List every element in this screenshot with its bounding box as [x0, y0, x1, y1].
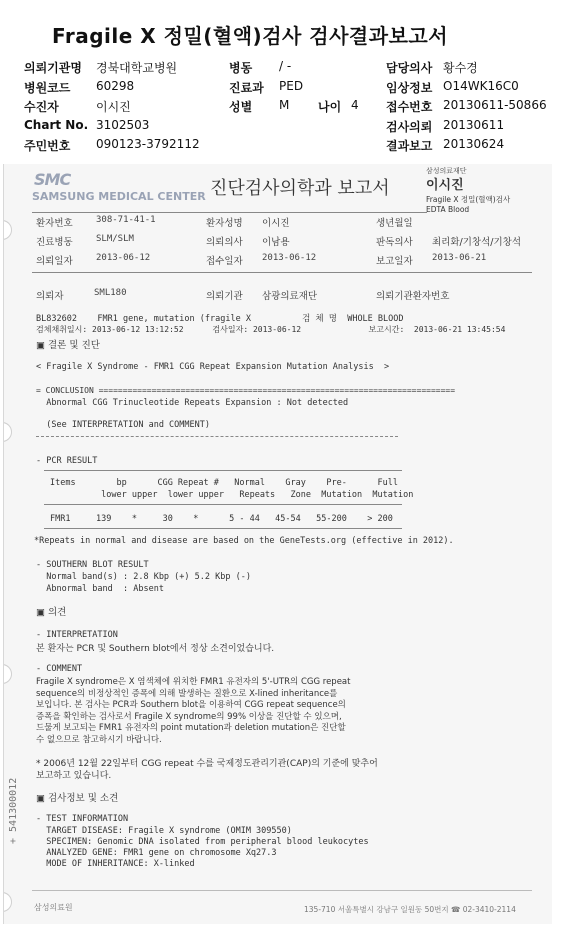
foundation-label: 삼성의료재단 [426, 167, 467, 175]
info-label: 진료병동 [36, 237, 73, 248]
table-rule [44, 470, 402, 471]
age-value: 4 [351, 98, 359, 112]
table-rule [44, 528, 402, 529]
header-value: 20130611-50866 [443, 98, 547, 112]
test-line: BL832602 FMR1 gene, mutation (fragile X 검 체 명 WHOLE BLOOD [36, 314, 404, 324]
pcr-result-label: - PCR RESULT [36, 456, 98, 466]
test-information-label: - TEST INFORMATION [36, 814, 129, 824]
conclusion-text: Abnormal CGG Trinucleotide Repeats Expansion : Not detected [36, 398, 349, 408]
comment-label: - COMMENT [36, 664, 83, 674]
comment-line: 드물게 보고되는 FMR1 유전자의 point mutation과 deletion mutation은 진단할 [36, 723, 346, 733]
test-info-line: TARGET DISEASE: Fragile X syndrome (OMIM 309550) [36, 826, 292, 836]
divider [36, 436, 398, 437]
header-value: 이시진 [96, 100, 131, 114]
institution-patient-label: 의뢰기관환자번호 [376, 291, 450, 302]
hospital-name: SAMSUNG MEDICAL CENTER [32, 190, 206, 203]
southern-blot-line-2: Abnormal band : Absent [36, 584, 164, 594]
header-label: 접수번호 [386, 100, 433, 114]
info-value: SLM/SLM [96, 234, 134, 244]
header-label: 결과보고 [386, 139, 433, 153]
info-value: 2013-06-12 [96, 253, 151, 263]
requester-label: 의뢰자 [36, 291, 64, 302]
see-note: (See INTERPRETATION and COMMENT) [36, 420, 210, 430]
conclusion-label: = CONCLUSION ========================================================================== [36, 386, 456, 395]
info-label: 판독의사 [376, 237, 413, 248]
result-section-header: ▣ 결론 및 진단 [36, 340, 100, 351]
divider [32, 890, 532, 891]
info-label: 의뢰의사 [206, 237, 243, 248]
comment-line: 보입니다. 본 검사는 PCR과 Southern blot을 이용하여 CGG repeat sequence의 [36, 700, 346, 710]
header-label: 임상정보 [386, 80, 433, 95]
smc-logo: SMC [34, 170, 71, 189]
table-rule [44, 504, 402, 505]
pcr-row: FMR1 139 * 30 * 5 - 44 45-54 55-200 > 200 [50, 514, 393, 524]
test-info-line: MODE OF INHERITANCE: X-linked [36, 859, 195, 869]
age-label: 나이 [318, 100, 342, 114]
header-value: 3102503 [96, 117, 150, 132]
header-value: 경북대학교병원 [96, 61, 178, 75]
date-line: 검체채취일시: 2013-06-12 13:12:52 검사일자: 2013-06-12 보고시간: 2013-06-21 13:45:54 [36, 325, 506, 334]
info-label: 보고일자 [376, 256, 413, 267]
info-value: 2013-06-12 [262, 253, 317, 263]
header-label: 주민번호 [24, 139, 71, 153]
header-value: PED [279, 78, 304, 93]
comment-line: 수 없으므로 참고하시기 바랍니다. [36, 734, 162, 745]
side-barcode-number: + 541300012 [8, 777, 19, 844]
header-label: 수진자 [24, 100, 59, 114]
note-2006-line-2: 보고하고 있습니다. [36, 771, 112, 781]
info-value: 최리화/기창석/기창석 [432, 237, 521, 248]
header-label: 병원코드 [24, 80, 71, 95]
info-label: 환자번호 [36, 218, 73, 229]
header-label: 진료과 [229, 80, 264, 95]
pcr-header-1: Items bp CGG Repeat # Normal Gray Pre- Full [50, 478, 398, 488]
info-label: 의뢰일자 [36, 256, 73, 267]
header-value: 20130624 [443, 137, 505, 151]
scan-patient-name: 이시진 [426, 178, 464, 193]
info-label: 생년월일 [376, 218, 413, 229]
info-value: 308-71-41-1 [96, 215, 156, 225]
header-value: M [279, 98, 290, 112]
header-label: 담당의사 [386, 61, 433, 75]
pcr-header-2: lower upper lower upper Repeats Zone Mutation Mutation [50, 490, 414, 500]
report-title: Fragile X 정밀(혈액)검사 검사결과보고서 [51, 24, 449, 48]
comment-line: sequence의 비정상적인 증폭에 의해 발생하는 질환으로 X-lined inheritance를 [36, 688, 338, 699]
pcr-note: *Repeats in normal and disease are based on the GeneTests.org (effective in 2012). [34, 536, 454, 546]
test-info-header: ▣ 검사정보 및 소견 [36, 793, 119, 804]
punch-hole [3, 664, 12, 684]
info-value: 이남용 [262, 237, 290, 248]
test-sub-label: Fragile X 정밀(혈액)검사 [426, 195, 511, 204]
punch-hole [3, 422, 12, 442]
test-name: < Fragile X Syndrome - FMR1 CGG Repeat Expansion Mutation Analysis > [36, 362, 390, 372]
note-2006-line-1: * 2006년 12월 22일부터 CGG repeat 수를 국제정도관리기관(CAP)의 기준에 맞추어 [36, 759, 378, 769]
interpretation-label: - INTERPRETATION [36, 630, 118, 640]
header-label: 검사의뢰 [386, 119, 433, 134]
test-info-line: SPECIMEN: Genomic DNA isolated from peripheral blood leukocytes [36, 837, 369, 847]
info-label: 접수일자 [206, 256, 243, 267]
header-label: 병동 [229, 61, 253, 75]
header-label: 의뢰기관명 [24, 61, 82, 75]
footer-left: 삼성의료원 [34, 903, 73, 912]
southern-blot-line-1: Normal band(s) : 2.8 Kbp (+) 5.2 Kbp (-) [36, 572, 251, 582]
divider [32, 272, 532, 273]
test-info-line: ANALYZED GENE: FMR1 gene on chromosome Xq27.3 [36, 848, 277, 858]
header-value: 황수경 [443, 61, 478, 75]
header-value: / - [279, 59, 292, 73]
footer-address: 135-710 서울특별시 강남구 일원동 50번지 ☎ 02-3410-2114 [304, 905, 516, 914]
divider [32, 212, 427, 213]
header-label: Chart No. [24, 117, 89, 132]
header-value: O14WK16C0 [443, 78, 519, 93]
opinion-header: ▣ 의견 [36, 607, 67, 618]
header-value: 20130611 [443, 117, 505, 132]
scanned-report [3, 164, 552, 924]
info-value: 2013-06-21 [432, 253, 487, 263]
header-value: 60298 [96, 78, 135, 93]
institution-value: 삼광의료재단 [262, 291, 318, 302]
scan-report-title: 진단검사의학과 보고서 [210, 178, 390, 199]
southern-blot-label: - SOUTHERN BLOT RESULT [36, 560, 149, 570]
specimen-sub-label: EDTA Blood [426, 205, 470, 214]
interpretation-text: 본 환자는 PCR 및 Southern blot에서 정상 소견이었습니다. [36, 644, 275, 654]
header-label: 성별 [229, 100, 253, 114]
institution-label: 의뢰기관 [206, 291, 243, 302]
header-value: 090123-3792112 [96, 137, 200, 151]
comment-line: 증폭을 확인하는 검사로서 Fragile X syndrome의 99% 이상을 진단할 수 있으며, [36, 711, 342, 722]
punch-hole [3, 220, 12, 240]
comment-line: Fragile X syndrome은 X 염색체에 위치한 FMR1 유전자의 5'-UTR의 CGG repeat [36, 677, 351, 687]
info-label: 환자성명 [206, 218, 243, 229]
info-value: 이시진 [262, 218, 290, 229]
requester-value: SML180 [94, 288, 127, 298]
punch-hole [3, 892, 12, 912]
